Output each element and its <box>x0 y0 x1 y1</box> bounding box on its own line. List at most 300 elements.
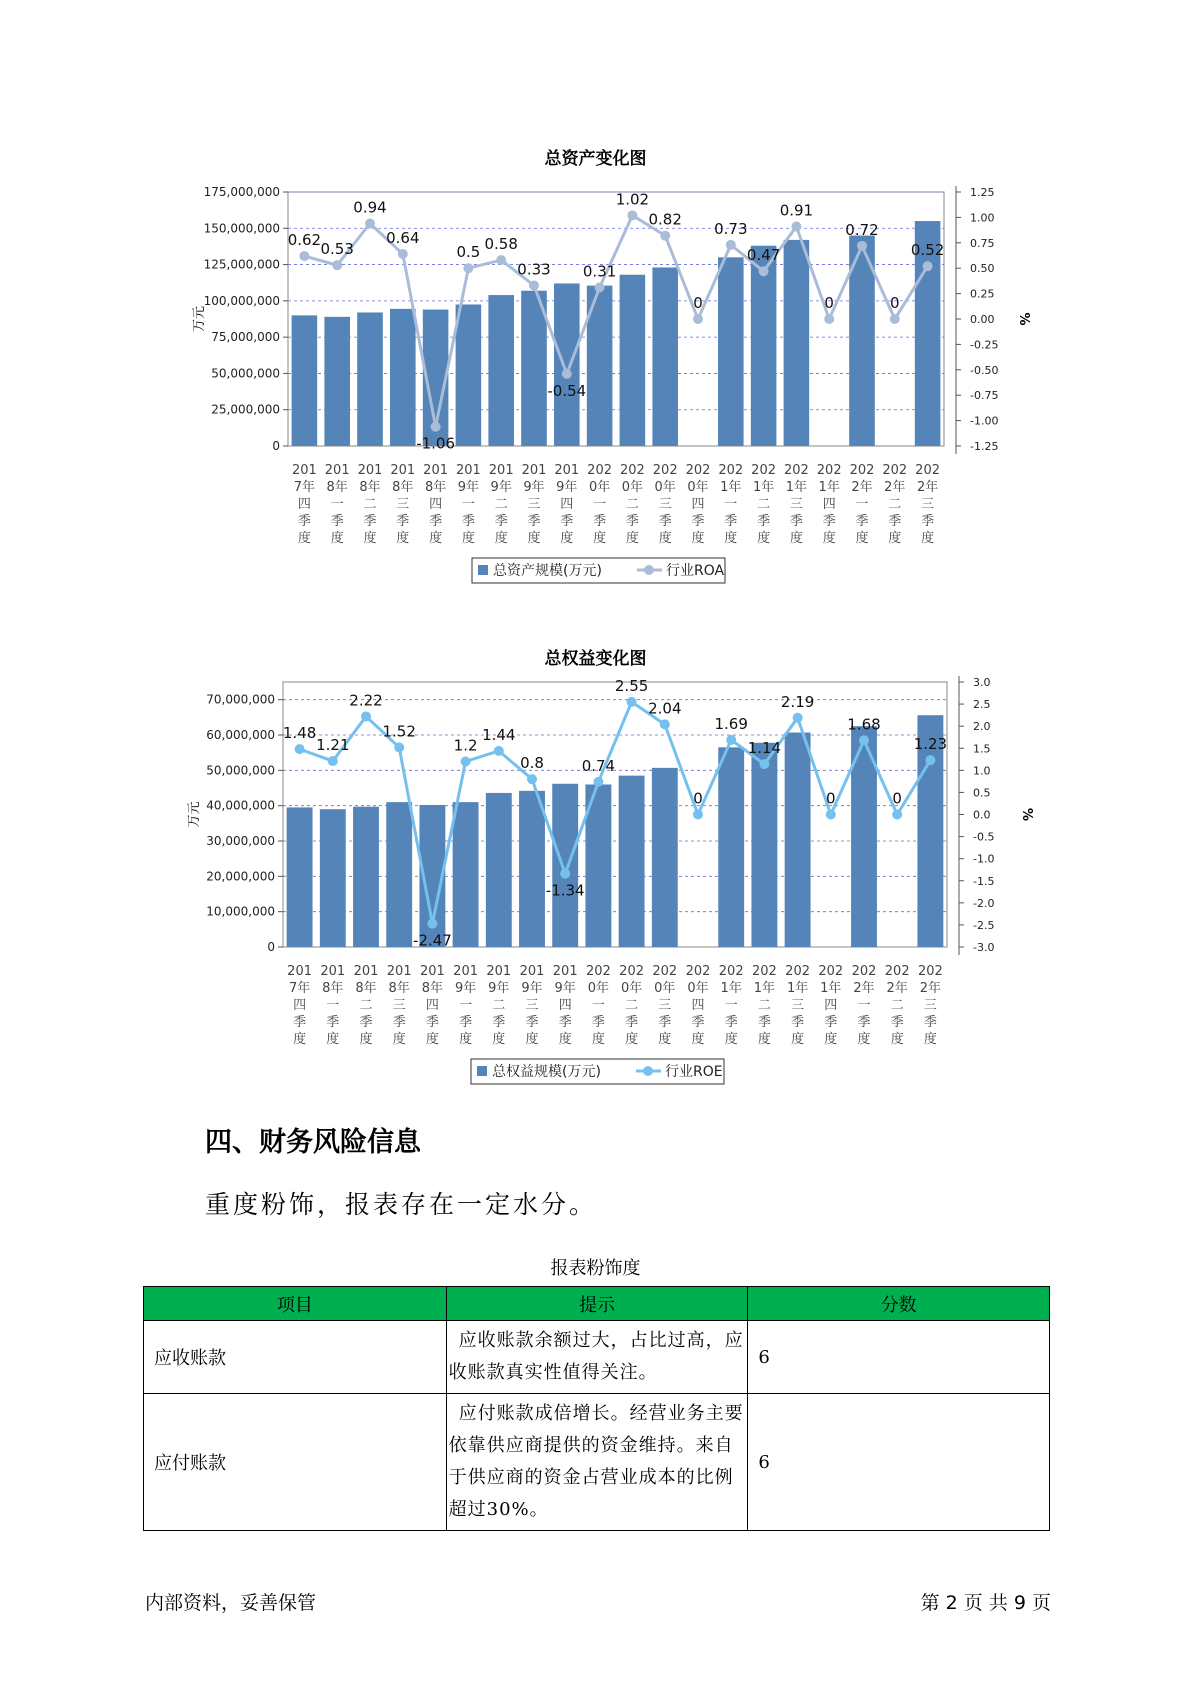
x-tick-label: 8年 <box>392 480 414 495</box>
bar <box>324 317 350 446</box>
x-tick-label: 二 <box>359 998 373 1013</box>
x-tick-label: 一 <box>459 998 473 1013</box>
x-tick-label: 度 <box>591 1032 605 1047</box>
x-tick-label: 季 <box>857 1015 871 1030</box>
x-tick-label: 0年 <box>587 981 610 996</box>
line-point <box>693 314 703 324</box>
row-item: 应付账款 <box>144 1394 447 1531</box>
x-tick-label: 度 <box>396 531 410 546</box>
x-tick-label: 度 <box>363 531 377 546</box>
y-tick-label: 0 <box>267 940 275 954</box>
row-hint: 应付账款成倍增长。经营业务主要依靠供应商提供的资金维持。来自于供应商的资金占营业成本的比例超过30%。 <box>446 1394 748 1531</box>
line-data-label: 2.55 <box>614 676 649 695</box>
line-data-label: 1.21 <box>316 736 350 755</box>
y2-tick-label: 0.5 <box>973 786 991 800</box>
x-tick-label: 度 <box>757 531 771 546</box>
x-tick-label: 三 <box>525 998 539 1013</box>
line-data-label: 0.8 <box>520 754 544 773</box>
x-tick-label: 季 <box>593 514 607 529</box>
line-point <box>332 260 342 270</box>
line-point <box>791 222 801 232</box>
x-tick-label: 季 <box>459 1015 473 1030</box>
line-data-label: 0.58 <box>484 235 518 254</box>
line-point <box>726 240 736 250</box>
line-point <box>295 744 305 754</box>
x-tick-label: 2年 <box>886 981 908 996</box>
line-point <box>693 810 703 820</box>
x-tick-label: 三 <box>658 497 672 512</box>
y2-tick-label: 2.0 <box>973 720 991 734</box>
line-point <box>595 283 605 293</box>
x-tick-label: 二 <box>757 998 771 1013</box>
line-point <box>627 210 637 220</box>
line-data-label: 0 <box>824 294 834 312</box>
y2-tick-label: 1.25 <box>970 186 995 199</box>
line-data-label: 0.64 <box>386 228 420 247</box>
line-data-label: -0.54 <box>547 381 587 400</box>
line-point <box>427 919 437 929</box>
x-tick-label: 季 <box>425 1015 439 1030</box>
line-point <box>627 697 637 707</box>
x-tick-label: 季 <box>890 1015 904 1030</box>
x-tick-label: 二 <box>757 497 771 512</box>
line-data-label: -2.47 <box>412 931 452 950</box>
chart-title: 总权益变化图 <box>544 649 647 669</box>
line-point <box>593 777 603 787</box>
x-tick-label: 季 <box>326 1015 340 1030</box>
bar <box>488 295 514 446</box>
x-tick-label: 度 <box>824 1032 838 1047</box>
x-tick-label: 202 <box>783 463 809 478</box>
bar <box>718 257 744 446</box>
x-tick-label: 度 <box>691 1032 705 1047</box>
x-tick-label: 度 <box>791 1032 805 1047</box>
line-data-label: 0.73 <box>714 219 748 238</box>
legend-line-marker <box>644 565 654 575</box>
bar <box>620 275 646 446</box>
line-point <box>759 759 769 769</box>
x-tick-label: 202 <box>587 463 613 478</box>
y-tick-label: 25,000,000 <box>211 402 280 417</box>
bar <box>386 802 412 947</box>
x-tick-label: 度 <box>757 1032 771 1047</box>
x-tick-label: 0年 <box>654 981 676 996</box>
x-tick-label: 1年 <box>752 480 775 495</box>
x-tick-label: 度 <box>359 1032 373 1047</box>
x-tick-label: 202 <box>816 463 842 478</box>
x-tick-label: 9年 <box>521 981 543 996</box>
x-tick-label: 201 <box>455 463 481 478</box>
bar <box>390 309 416 446</box>
header-item: 项目 <box>144 1287 447 1321</box>
x-tick-label: 二 <box>363 497 377 512</box>
y2-tick-label: -1.5 <box>973 874 995 888</box>
line-data-label: 1.44 <box>482 725 516 744</box>
x-tick-label: 一 <box>724 998 738 1013</box>
line-point <box>759 266 769 276</box>
line-data-label: 1.52 <box>382 722 416 741</box>
x-tick-label: 202 <box>652 964 678 979</box>
x-tick-label: 度 <box>459 1032 473 1047</box>
x-tick-label: 季 <box>789 514 803 529</box>
y2-tick-label: -0.75 <box>970 389 999 403</box>
y-tick-label: 50,000,000 <box>211 366 280 381</box>
line-data-label: -1.06 <box>416 434 456 453</box>
line-data-label: 0.94 <box>353 198 387 217</box>
total-assets-chart <box>0 140 1191 600</box>
line-data-label: 0.62 <box>287 231 322 250</box>
x-tick-label: 1年 <box>720 981 742 996</box>
line-data-label: 0.5 <box>456 243 481 262</box>
x-tick-label: 度 <box>461 531 475 546</box>
x-tick-label: 四 <box>560 497 574 512</box>
x-tick-label: 度 <box>297 531 311 546</box>
x-tick-label: 度 <box>625 1032 639 1047</box>
bar <box>287 807 313 947</box>
x-tick-label: 度 <box>560 531 574 546</box>
bar <box>456 304 482 446</box>
x-tick-label: 二 <box>625 998 639 1013</box>
x-tick-label: 度 <box>890 1032 904 1047</box>
line-data-label: 2.19 <box>780 692 815 711</box>
header-hint: 提示 <box>446 1287 748 1321</box>
bar <box>652 267 678 446</box>
x-tick-label: 季 <box>824 1015 838 1030</box>
x-tick-label: 一 <box>857 998 871 1013</box>
y-tick-label: 40,000,000 <box>206 798 275 813</box>
x-tick-label: 202 <box>849 463 875 478</box>
line-data-label: 1.48 <box>282 724 317 743</box>
x-tick-label: 202 <box>882 463 908 478</box>
bar <box>751 743 777 947</box>
total-equity-chart <box>0 640 1191 1100</box>
x-tick-label: 度 <box>691 531 705 546</box>
x-tick-label: 2年 <box>884 480 906 495</box>
bar <box>521 291 547 446</box>
x-tick-label: 季 <box>625 514 639 529</box>
x-tick-label: 季 <box>558 1015 572 1030</box>
line-point <box>494 746 504 756</box>
y2-tick-label: -3.0 <box>973 941 995 954</box>
x-tick-label: 202 <box>619 964 645 979</box>
line-point <box>560 869 570 879</box>
x-tick-label: 1年 <box>820 981 842 996</box>
x-tick-label: 季 <box>359 1015 373 1030</box>
line-point <box>496 255 506 265</box>
x-tick-label: 四 <box>558 998 572 1013</box>
x-tick-label: 四 <box>293 998 307 1013</box>
x-tick-label: 202 <box>915 463 941 478</box>
x-tick-label: 季 <box>691 1015 705 1030</box>
line-point <box>361 711 371 721</box>
line-point <box>857 241 867 251</box>
line-point <box>398 249 408 259</box>
y-axis-label: 万元 <box>192 305 207 333</box>
x-tick-label: 201 <box>390 463 416 478</box>
x-tick-label: 季 <box>494 514 508 529</box>
line-data-label: 0 <box>826 789 836 808</box>
x-tick-label: 季 <box>527 514 541 529</box>
x-tick-label: 四 <box>691 497 705 512</box>
line-point <box>892 810 902 820</box>
x-tick-label: 季 <box>591 1015 605 1030</box>
x-tick-label: 二 <box>890 998 904 1013</box>
x-tick-label: 三 <box>527 497 541 512</box>
x-tick-label: 度 <box>494 531 508 546</box>
x-tick-label: 一 <box>330 497 344 512</box>
x-tick-label: 一 <box>724 497 738 512</box>
legend-bar-swatch <box>478 565 488 575</box>
x-tick-label: 7年 <box>288 981 311 996</box>
x-tick-label: 季 <box>396 514 410 529</box>
table-row <box>144 1321 1050 1394</box>
y2-tick-label: -0.25 <box>970 338 999 352</box>
x-tick-label: 季 <box>658 1015 672 1030</box>
x-tick-label: 季 <box>461 514 475 529</box>
x-tick-label: 201 <box>554 463 580 478</box>
x-tick-label: 季 <box>560 514 574 529</box>
section-heading: 四、财务风险信息 <box>205 1127 421 1158</box>
line-data-label: 0.82 <box>648 210 682 229</box>
x-tick-label: 度 <box>658 1032 672 1047</box>
footer-page-number: 第 2 页 共 9 页 <box>920 1592 1051 1614</box>
y2-tick-label: -0.50 <box>970 363 999 377</box>
line-data-label: 2.04 <box>648 699 682 718</box>
line-data-label: 1.02 <box>615 190 650 209</box>
x-tick-label: 1年 <box>720 480 742 495</box>
bar <box>292 315 318 446</box>
line-data-label: 1.14 <box>747 739 782 758</box>
x-tick-label: 201 <box>357 463 383 478</box>
x-tick-label: 度 <box>429 531 443 546</box>
y2-tick-label: 0.75 <box>970 236 995 250</box>
x-tick-label: 三 <box>923 998 937 1013</box>
y-tick-label: 0 <box>272 439 280 453</box>
bar <box>619 776 645 947</box>
x-tick-label: 季 <box>492 1015 506 1030</box>
line-point <box>365 218 375 228</box>
x-tick-label: 202 <box>884 964 910 979</box>
x-tick-label: 8年 <box>359 480 381 495</box>
row-hint: 应收账款余额过大，占比过高，应收账款真实性值得关注。 <box>446 1321 748 1394</box>
x-tick-label: 季 <box>822 514 836 529</box>
x-tick-label: 季 <box>658 514 672 529</box>
line-data-label: 0.31 <box>582 262 617 281</box>
x-tick-label: 0年 <box>687 480 709 495</box>
y2-tick-label: -1.0 <box>973 852 995 866</box>
x-tick-label: 季 <box>330 514 344 529</box>
y-tick-label: 20,000,000 <box>206 869 275 884</box>
x-tick-label: 二 <box>492 998 506 1013</box>
line-data-label: 0 <box>693 294 703 312</box>
x-tick-label: 季 <box>757 514 771 529</box>
x-tick-label: 二 <box>494 497 508 512</box>
line-point <box>461 757 471 767</box>
bar <box>519 791 545 947</box>
bar <box>554 283 580 446</box>
x-tick-label: 三 <box>392 998 406 1013</box>
x-tick-label: 8年 <box>322 981 344 996</box>
table-row <box>144 1394 1050 1531</box>
risk-table <box>143 1286 1050 1531</box>
y2-tick-label: -2.5 <box>973 918 995 932</box>
legend-bar-swatch <box>477 1066 487 1076</box>
line-point <box>562 369 572 379</box>
x-tick-label: 2年 <box>916 480 939 495</box>
y-tick-label: 70,000,000 <box>206 692 275 707</box>
x-tick-label: 度 <box>857 1032 871 1047</box>
line-data-label: 0.74 <box>581 756 616 775</box>
x-tick-label: 8年 <box>424 480 447 495</box>
x-tick-label: 1年 <box>818 480 840 495</box>
x-tick-label: 202 <box>652 463 678 478</box>
x-tick-label: 9年 <box>488 981 510 996</box>
x-tick-label: 三 <box>396 497 410 512</box>
x-tick-label: 201 <box>320 964 346 979</box>
x-tick-label: 0年 <box>588 480 611 495</box>
y2-tick-label: 0.25 <box>970 287 995 301</box>
x-tick-label: 201 <box>353 964 379 979</box>
row-score: 6 <box>748 1394 1050 1531</box>
x-tick-label: 季 <box>293 1015 307 1030</box>
x-tick-label: 季 <box>392 1015 406 1030</box>
line-data-label: 1.68 <box>847 715 881 734</box>
x-tick-label: 0年 <box>654 480 676 495</box>
row-score: 6 <box>748 1321 1050 1394</box>
line-point <box>463 263 473 273</box>
x-tick-label: 一 <box>591 998 605 1013</box>
x-tick-label: 1年 <box>785 480 808 495</box>
x-tick-label: 二 <box>888 497 902 512</box>
x-tick-label: 一 <box>593 497 607 512</box>
bar <box>785 733 811 947</box>
x-tick-label: 202 <box>585 964 611 979</box>
x-tick-label: 201 <box>453 964 479 979</box>
x-tick-label: 2年 <box>919 981 942 996</box>
x-tick-label: 202 <box>685 964 711 979</box>
line-point <box>431 422 441 432</box>
y2-tick-label: 0.00 <box>970 313 995 326</box>
x-tick-label: 季 <box>791 1015 805 1030</box>
x-tick-label: 0年 <box>621 480 644 495</box>
legend-bar-label: 总权益规模(万元) <box>492 1064 601 1080</box>
bar <box>784 240 810 446</box>
x-tick-label: 度 <box>525 1032 539 1047</box>
x-tick-label: 季 <box>921 514 935 529</box>
x-tick-label: 202 <box>619 463 645 478</box>
line-data-label: 0 <box>693 789 703 808</box>
x-tick-label: 201 <box>552 964 578 979</box>
y-axis-label: 万元 <box>187 801 202 828</box>
y-tick-label: 30,000,000 <box>206 834 275 848</box>
line-data-label: 0 <box>890 294 900 312</box>
row-item: 应收账款 <box>144 1321 447 1394</box>
line-data-label: 0.47 <box>746 246 781 265</box>
line-point <box>527 774 537 784</box>
y2-tick-label: 1.0 <box>973 764 991 778</box>
line-data-label: 0.91 <box>779 201 814 220</box>
bar <box>718 747 744 947</box>
x-tick-label: 一 <box>855 497 869 512</box>
line-data-label: 0.52 <box>910 241 945 260</box>
y2-tick-label: 1.5 <box>973 742 991 756</box>
x-tick-label: 三 <box>658 998 672 1013</box>
x-tick-label: 9年 <box>490 480 512 495</box>
x-tick-label: 四 <box>691 998 705 1013</box>
x-tick-label: 202 <box>785 964 811 979</box>
x-tick-label: 季 <box>855 514 869 529</box>
x-tick-label: 度 <box>822 531 836 546</box>
y2-axis-label: % <box>1019 807 1034 822</box>
x-tick-label: 季 <box>363 514 377 529</box>
x-tick-label: 202 <box>818 964 844 979</box>
x-tick-label: 度 <box>625 531 639 546</box>
y2-tick-label: -1.00 <box>970 414 999 428</box>
x-tick-label: 2年 <box>851 480 873 495</box>
x-tick-label: 度 <box>724 531 738 546</box>
line-point <box>660 231 670 241</box>
x-tick-label: 季 <box>724 1015 738 1030</box>
legend-line-marker <box>643 1066 653 1076</box>
x-tick-label: 季 <box>888 514 902 529</box>
bar <box>353 807 379 947</box>
line-point <box>793 713 803 723</box>
header-score: 分数 <box>748 1287 1050 1321</box>
line-data-label: 0.53 <box>320 240 354 259</box>
x-tick-label: 9年 <box>523 480 545 495</box>
line-point <box>394 742 404 752</box>
y2-tick-label: -0.5 <box>973 830 995 844</box>
line-data-label: 0.72 <box>845 220 879 239</box>
y-tick-label: 50,000,000 <box>206 763 275 778</box>
y2-axis-label: % <box>1016 312 1031 326</box>
x-tick-label: 季 <box>429 514 443 529</box>
y2-tick-label: 0.0 <box>973 808 991 822</box>
line-point <box>923 261 933 271</box>
line-point <box>890 314 900 324</box>
x-tick-label: 度 <box>658 531 672 546</box>
x-tick-label: 四 <box>822 497 836 512</box>
x-tick-label: 9年 <box>457 480 480 495</box>
x-tick-label: 度 <box>923 1032 937 1047</box>
line-point <box>824 314 834 324</box>
line-data-label: 2.22 <box>349 691 383 710</box>
line-point <box>726 735 736 745</box>
line-data-label: 1.69 <box>714 714 748 733</box>
x-tick-label: 季 <box>625 1015 639 1030</box>
x-tick-label: 202 <box>917 964 943 979</box>
x-tick-label: 9年 <box>454 981 477 996</box>
y2-tick-label: 0.50 <box>970 262 995 276</box>
x-tick-label: 9年 <box>554 981 576 996</box>
x-tick-label: 202 <box>851 964 877 979</box>
x-tick-label: 三 <box>791 998 805 1013</box>
x-tick-label: 三 <box>789 497 803 512</box>
x-tick-label: 7年 <box>293 480 316 495</box>
line-point <box>299 251 309 261</box>
section-summary: 重度粉饰，报表存在一定水分。 <box>205 1190 598 1219</box>
line-data-label: 1.2 <box>453 736 478 755</box>
x-tick-label: 201 <box>287 964 313 979</box>
y-tick-label: 175,000,000 <box>203 185 280 199</box>
y2-tick-label: 3.0 <box>973 676 991 689</box>
y-tick-label: 125,000,000 <box>203 257 280 272</box>
x-tick-label: 度 <box>888 531 902 546</box>
x-tick-label: 201 <box>423 463 449 478</box>
x-tick-label: 度 <box>724 1032 738 1047</box>
x-tick-label: 8年 <box>355 981 377 996</box>
x-tick-label: 202 <box>718 463 744 478</box>
